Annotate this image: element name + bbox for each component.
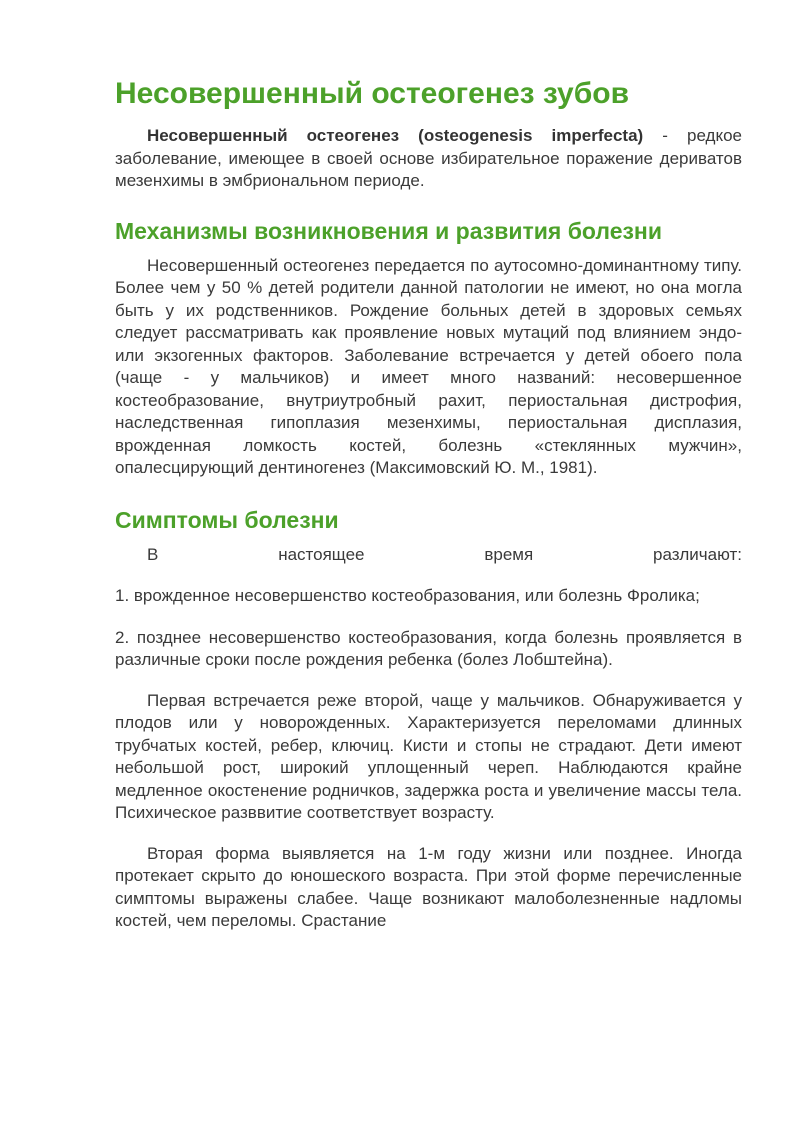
lead-word: различают: <box>653 544 742 564</box>
second-form-paragraph: Вторая форма выявляется на 1-м году жизни или позднее. Иногда протекает скрыто до юношеского возраста. При этой форме перечисленные симптомы выражены слабее. Чаще возникают малоболезненные надломы костей, чем переломы. Срастание <box>115 843 742 930</box>
mechanisms-paragraph: Несовершенный остеогенез передается по аутосомно-доминантному типу. Более чем у 50 % детей родители данной патологии не имеют, но она могла быть у их родственников. Рождение больных детей в здоровых семьях следует рассматривать как проявление новых мутаций под влиянием эндо- или экзогенных факторов. Заболевание встречается у детей обоего пола (чаще - у мальчиков) и имеет много названий: несовершенное костеобразование, внутриутробный рахит, периостальная дистрофия, наследственная гипоплазия мезенхимы, периостальная дисплазия, врожденная ломкость костей, болезнь «стеклянных мужчин», опалесцирующий дентиногенез (Максимовский Ю. М., 1981). <box>115 255 742 477</box>
list-item-congenital: 1. врожденное несовершенство костеобразования, или болезнь Фролика; <box>115 586 700 605</box>
lead-word: В <box>147 544 159 564</box>
first-form-paragraph: Первая встречается реже второй, чаще у мальчиков. Обнаруживается у плодов или у новорожденных. Характеризуется переломами длинных трубчатых костей, ребер, ключиц. Кисти и стопы не страдают. Дети имеют небольшой рост, широкий уплощенный череп. Наблюдаются крайне медленное окостенение родничков, задержка роста и увеличение массы тела. Психическое разввитие соответствует возрасту. <box>115 690 742 822</box>
mechanisms-heading: Механизмы возникновения и развития болезни <box>115 217 662 244</box>
intro-text: - редкое заболевание, имеющее в своей основе избирательное поражение дериватов мезенхимы в эмбриональном периоде. <box>115 126 742 190</box>
lead-word: настоящее <box>278 544 365 564</box>
symptoms-heading: Симптомы болезни <box>115 506 339 533</box>
symptoms-lead-line <box>115 544 742 567</box>
list-item-late: 2. позднее несовершенство костеобразования, когда болезнь проявляется в различные сроки после рождения ребенка (болез Лобштейна). <box>115 627 742 669</box>
lead-word: время <box>484 544 534 564</box>
document-page <box>115 74 742 933</box>
intro-term: Несовершенный остеогенез (osteogenesis imperfecta) <box>147 126 644 145</box>
page-title: Несовершенный остеогенез зубов <box>115 77 630 110</box>
intro-paragraph <box>115 125 742 193</box>
